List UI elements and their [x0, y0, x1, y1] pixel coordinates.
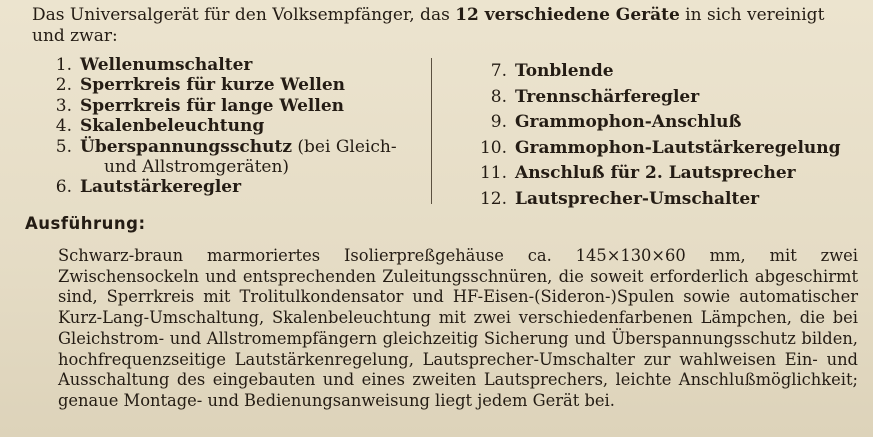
- item-label: Grammophon-Anschluß: [515, 112, 742, 132]
- item-number: 5.: [55, 136, 72, 157]
- feature-list-left: [54, 55, 424, 198]
- item-note: (bei Gleich-: [292, 136, 397, 157]
- intro-text-start: Das Universalgerät für den Volksempfänger, das: [32, 5, 456, 25]
- list-item: [476, 136, 866, 162]
- list-item: [54, 177, 424, 197]
- item-label: Lautstärkeregler: [80, 177, 242, 198]
- column-divider: [431, 58, 432, 204]
- section-heading: Ausführung:: [25, 214, 146, 233]
- item-label: Sperrkreis für kurze Wellen: [80, 75, 346, 96]
- item-number: 9.: [490, 112, 507, 132]
- list-item: [54, 55, 424, 75]
- item-number: 10.: [479, 137, 507, 158]
- list-item: [476, 187, 866, 213]
- item-label: Anschluß für 2. Lautsprecher: [515, 163, 796, 183]
- item-label: Skalenbeleuchtung: [80, 116, 265, 137]
- item-label: Trennschärferegler: [515, 86, 700, 107]
- list-item: [54, 96, 424, 116]
- item-note-continuation: und Allstromgeräten): [104, 157, 290, 178]
- intro-paragraph: [32, 5, 862, 47]
- item-label: Grammophon-Lautstärkeregelung: [515, 137, 841, 158]
- list-item: [476, 161, 866, 187]
- feature-list-right: [476, 59, 866, 212]
- item-label: Lautsprecher-Umschalter: [515, 188, 760, 209]
- list-item: [476, 59, 866, 85]
- list-item: [54, 137, 424, 178]
- intro-text-end: in sich vereinigt und zwar:: [32, 5, 825, 46]
- item-number: 7.: [490, 61, 507, 81]
- item-number: 1.: [55, 55, 72, 75]
- item-number: 11.: [479, 163, 507, 183]
- list-item: [476, 110, 866, 136]
- item-number: 4.: [55, 116, 72, 137]
- list-item: [54, 116, 424, 136]
- item-number: 2.: [55, 75, 72, 96]
- item-number: 12.: [479, 188, 507, 209]
- item-number: 6.: [55, 177, 72, 198]
- item-label: Überspannungsschutz: [80, 136, 293, 157]
- item-number: 8.: [490, 86, 507, 107]
- intro-bold-count: 12 verschiedene Geräte: [455, 5, 680, 25]
- item-label: Sperrkreis für lange Wellen: [80, 95, 345, 116]
- list-item: [54, 75, 424, 95]
- item-label: Wellenumschalter: [80, 55, 253, 75]
- item-label: Tonblende: [515, 61, 614, 81]
- description-paragraph: Schwarz-braun marmoriertes Isolierpreßgehäuse ca. 145×130×60 mm, mit zwei Zwischensockeln und entsprechenden Zuleitungsschnüren, die soweit erforderlich abgeschirmt sind, Sperrkreis mit Trolitulkondensator und HF-Eisen-(Sideron-)Spulen sowie automatischer Kurz-Lang-Umschaltung, Skalenbeleuchtung mit zwei verschiedenfarbenen Lämpchen, die bei Gleichstrom- und Allstromempfängern gleichzeitig Sicherung und Überspannungsschutz bilden, hochfrequenzseitige Lautstärkenregelung, Lautsprecher-Umschalter zur wahlweisen Ein- und Ausschaltung des eingebauten und eines zweiten Lautsprechers, leichte Anschlußmöglichkeit; genaue Montage- und Bedienungsanweisung liegt jedem Gerät bei.: [58, 246, 858, 410]
- list-item: [476, 85, 866, 111]
- item-number: 3.: [55, 95, 72, 116]
